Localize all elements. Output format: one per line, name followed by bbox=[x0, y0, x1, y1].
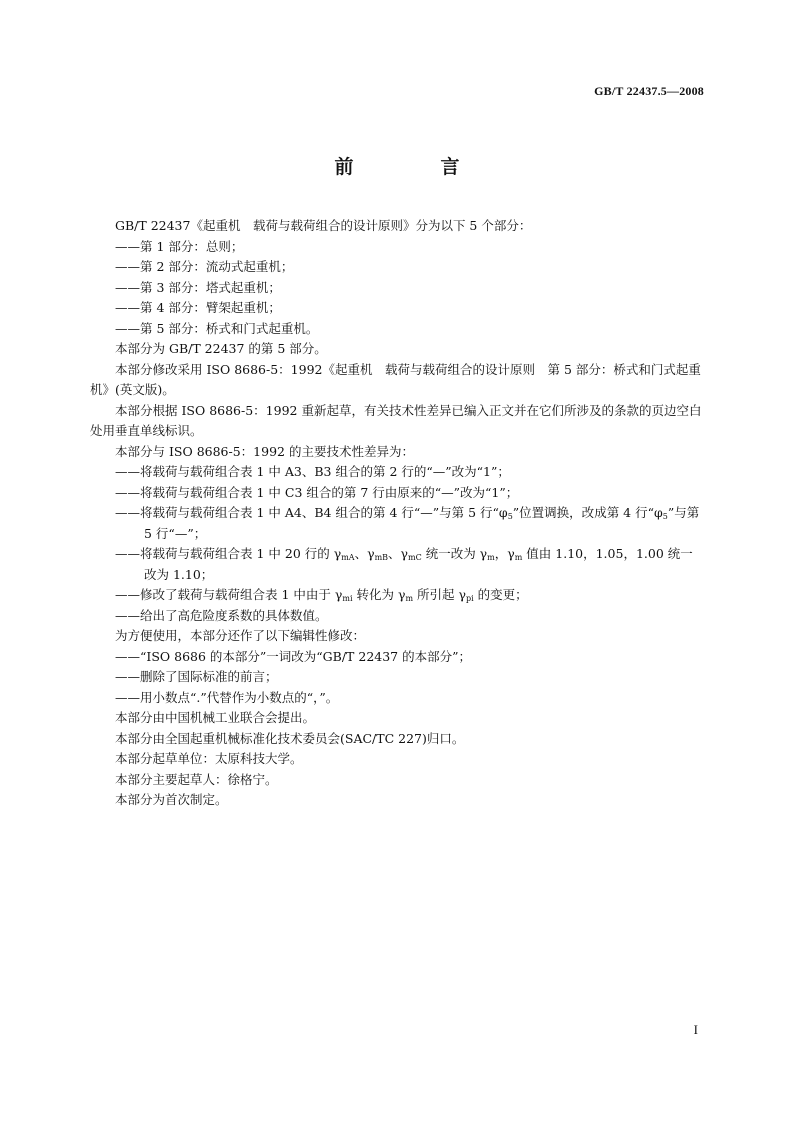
edit-item: ——用小数点“.”代替作为小数点的“，”。 bbox=[115, 689, 339, 705]
paragraph-first-edition: 本部分为首次制定。 bbox=[115, 792, 228, 807]
paragraph-drafter: 本部分主要起草人：徐格宁。 bbox=[115, 771, 278, 787]
subscript: m bbox=[405, 594, 414, 603]
document-body bbox=[90, 216, 704, 811]
page-title: 前 言 bbox=[334, 156, 494, 178]
text-run: 、γ bbox=[388, 546, 409, 561]
paragraph-drafting-unit: 本部分起草单位：太原科技大学。 bbox=[115, 751, 303, 766]
text-run: 所引起 γ bbox=[413, 587, 466, 602]
paragraph-intro: GB/T 22437《起重机 载荷与载荷组合的设计原则》分为以下 5 个部分： bbox=[115, 218, 532, 233]
paragraph-differences: 本部分与 ISO 8686-5：1992 的主要技术性差异为： bbox=[115, 443, 414, 459]
page-number: I bbox=[693, 1022, 698, 1037]
text-run: ”位置调换，改成第 4 行“φ bbox=[512, 505, 663, 520]
list-item: ——第 5 部分：桥式和门式起重机。 bbox=[115, 320, 319, 336]
subscript: pi bbox=[465, 594, 474, 603]
subscript: mB bbox=[374, 553, 389, 562]
difference-item: ——将载荷与载荷组合表 1 中 C3 组合的第 7 行由原来的“—”改为“1”； bbox=[115, 484, 519, 500]
paragraph-redraft: 本部分根据 ISO 8686-5：1992 重新起草，有关技术性差异已编入正文并在它们所涉及的条款的页边空白处用垂直单线标识。 bbox=[90, 402, 702, 438]
list-item: ——第 4 部分：臂架起重机； bbox=[115, 300, 281, 315]
list-item: ——第 3 部分：塔式起重机； bbox=[115, 279, 281, 295]
subscript: m bbox=[487, 553, 495, 562]
subscript: mC bbox=[408, 553, 422, 562]
text-run: 的变更； bbox=[473, 587, 528, 602]
difference-item bbox=[90, 585, 704, 606]
subscript: mi bbox=[342, 594, 353, 603]
subscript: 5 bbox=[662, 512, 668, 521]
difference-item: ——给出了高危险度系数的具体数值。 bbox=[115, 607, 328, 623]
difference-item bbox=[90, 544, 704, 585]
list-item: ——第 1 部分：总则； bbox=[115, 238, 244, 254]
paragraph-editorial: 为方便使用，本部分还作了以下编辑性修改： bbox=[115, 628, 366, 643]
edit-item: ——“ISO 8686 的本部分”一词改为“GB/T 22437 的本部分”； bbox=[115, 648, 472, 664]
difference-item: ——将载荷与载荷组合表 1 中 A3、B3 组合的第 2 行的“—”改为“1”； bbox=[115, 464, 510, 479]
standard-code: GB/T 22437.5—2008 bbox=[594, 84, 704, 98]
subscript: 5 bbox=[507, 512, 513, 521]
edit-item: ——删除了国际标准的前言； bbox=[115, 669, 278, 684]
text-run: ——修改了载荷与载荷组合表 1 中由于 γ bbox=[115, 587, 343, 602]
list-item: ——第 2 部分：流动式起重机； bbox=[115, 259, 294, 274]
text-run: ——将载荷与载荷组合表 1 中 A4、B4 组合的第 4 行“—”与第 5 行“φ bbox=[115, 505, 508, 520]
text-run: 转化为 γ bbox=[352, 587, 406, 602]
text-run: 统一改为 γ bbox=[421, 546, 488, 561]
paragraph-committee: 本部分由全国起重机械标准化技术委员会(SAC/TC 227)归口。 bbox=[115, 730, 465, 746]
text-run: 值由 1.10，1.05，1.00 统一改为 1.10； bbox=[144, 546, 693, 582]
text-run: ，γ bbox=[494, 546, 515, 561]
text-run: 、γ bbox=[354, 546, 375, 561]
paragraph-part: 本部分为 GB/T 22437 的第 5 部分。 bbox=[115, 341, 327, 356]
paragraph-adoption: 本部分修改采用 ISO 8686-5：1992《起重机 载荷与载荷组合的设计原则 第 5 部分：桥式和门式起重机》(英文版)。 bbox=[90, 361, 701, 397]
paragraph-proposer: 本部分由中国机械工业联合会提出。 bbox=[115, 710, 316, 725]
text-run: ——将载荷与载荷组合表 1 中 20 行的 γ bbox=[115, 546, 342, 561]
difference-item bbox=[90, 503, 704, 544]
subscript: mA bbox=[341, 553, 355, 562]
text-run: ”与第 5 行“—”； bbox=[144, 505, 700, 541]
subscript: m bbox=[514, 553, 523, 562]
